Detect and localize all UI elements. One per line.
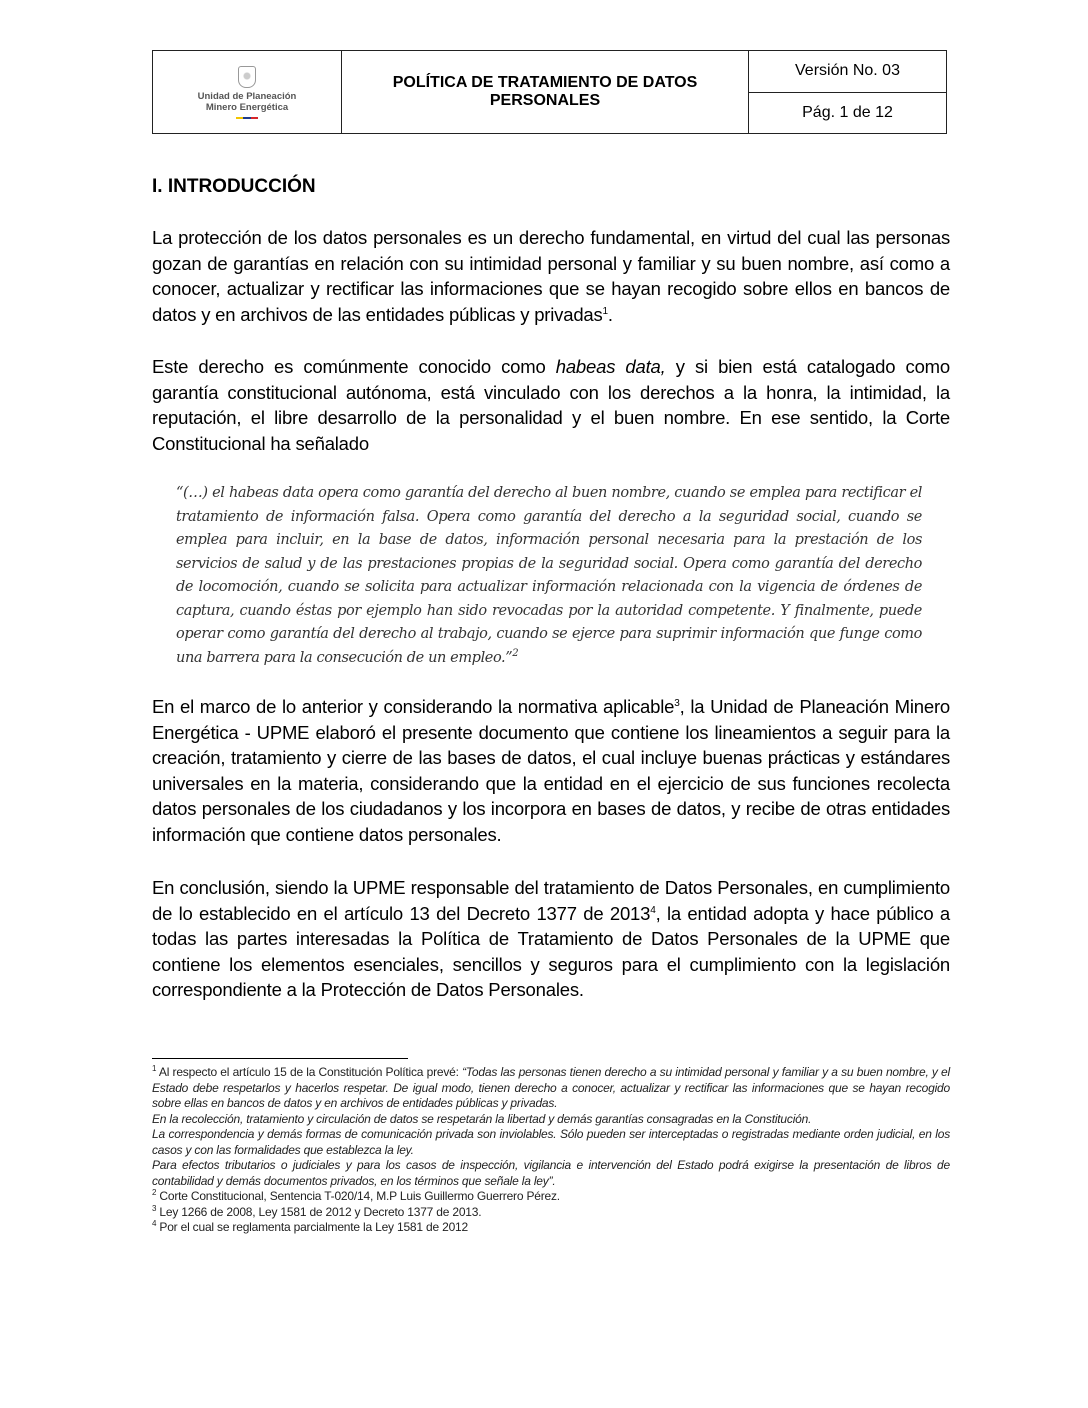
paragraph-4-text-after: , la entidad adopta y hace público a todas las partes interesadas la Política de Tratamiento de Datos Personales de la UPME que contiene los elementos esenciales, sencillos y seguros para el cumplimiento con la legislación correspondiente a la Protección de Datos Personales.	[152, 902, 950, 1000]
footnote-2	[152, 1189, 950, 1205]
footnote-1	[152, 1065, 950, 1112]
paragraph-2	[152, 354, 950, 456]
flag-bar-icon	[236, 117, 258, 119]
footnote-3-text: Ley 1266 de 2008, Ley 1581 de 2012 y Decreto 1377 de 2013.	[156, 1204, 482, 1219]
footnote-1-quote-part1: “Todas las personas tienen derecho a su intimidad personal y familiar y a su buen nombre, y el Estado debe respetarlos y hacerlos respetar. De igual modo, tienen derecho a conocer, actualizar y rectificar las informaciones que se hayan recogido sobre ellas en bancos de datos y en archivos de entidades públicas y privadas.	[152, 1065, 950, 1110]
logo-text-line2: Minero Energética	[205, 101, 289, 113]
footnote-ref-2[interactable]: 2	[512, 647, 519, 659]
paragraph-2-text-before: Este derecho es comúnmente conocido como	[152, 356, 556, 377]
paragraph-3-text-after: , la Unidad de Planeación Minero Energética - UPME elaboró el presente documento que contiene los lineamientos a seguir para la creación, tratamiento y cierre de las bases de datos, el cual incluye buenas prácticas y estándares universales en la materia, considerando que la entidad en el ejercicio de sus funciones recolecta datos personales de los ciudadanos y los incorpora en bases de datos, y recibe de otras entidades información que contiene datos personales.	[152, 696, 950, 845]
coat-of-arms-icon	[238, 66, 256, 88]
block-quote-text: “(…) el habeas data opera como garantía del derecho al buen nombre, cuando se emplea para rectificar el tratamiento de información falsa. Opera como garantía del derecho a la seguridad social, cuando se emplea para incluir, en la base de datos, información personal necesaria para la prestación de los servicios de salud y de las prestaciones propias de la seguridad social. Opera como garantía del derecho de locomoción, cuando se solicita para actualizar información relacionada con la vigencia de órdenes de captura, cuando éstas por ejemplo han sido revocadas por la autoridad competente. Y finalmente, puede operar como garantía del derecho al trabajo, cuando se ejerce para suprimir información que funge como una barrera para la consecución de un empleo.”	[176, 485, 922, 666]
paragraph-3	[152, 694, 950, 847]
flag-red-stripe	[251, 117, 258, 119]
footnote-1-quote-part2: En la recolección, tratamiento y circulación de datos se respetarán la libertad y demás garantías consagradas en la Constitución.	[152, 1111, 812, 1126]
paragraph-4-text-before: En conclusión, siendo la UPME responsable del tratamiento de Datos Personales, en cumplimiento de lo establecido en el artículo 13 del Decreto 1377 de 2013	[152, 877, 950, 924]
document-title: POLÍTICA DE TRATAMIENTO DE DATOS PERSONALES	[342, 51, 749, 133]
footnote-1-intro: Al respecto el artículo 15 de la Constitución Política prevé:	[156, 1065, 463, 1079]
footnote-4	[152, 1220, 950, 1236]
footnote-3-number: 3	[152, 1203, 157, 1213]
footnote-ref-4[interactable]: 4	[650, 904, 656, 916]
document-header-table	[152, 50, 947, 134]
paragraph-2-text-after: y si bien está catalogado como garantía constitucional autónoma, está vinculado con los derechos a la honra, la intimidad, la reputación, el libre desarrollo de la personalidad y el buen nombre. En ese sentido, la Corte Constitucional ha señalado	[152, 356, 950, 454]
footnotes	[152, 1065, 950, 1236]
footnote-ref-1[interactable]: 1	[602, 305, 608, 317]
footnote-ref-3[interactable]: 3	[674, 697, 680, 709]
footnote-3	[152, 1205, 950, 1221]
footnote-1-number: 1	[152, 1064, 157, 1073]
paragraph-4	[152, 875, 950, 1003]
habeas-data-term: habeas data,	[555, 356, 666, 377]
paragraph-1	[152, 225, 950, 327]
page-number: Pág. 1 de 12	[802, 103, 893, 121]
paragraph-3-text-before: En el marco de lo anterior y considerando la normativa aplicable	[152, 696, 675, 717]
version-label: Versión No. 03	[749, 51, 946, 93]
footnote-2-number: 2	[152, 1188, 157, 1197]
block-quote	[176, 482, 922, 670]
footnote-4-text: Por el cual se reglamenta parcialmente la Ley 1581 de 2012	[156, 1220, 468, 1234]
footnote-2-text: Corte Constitucional, Sentencia T-020/14, M.P Luis Guillermo Guerrero Pérez.	[156, 1189, 560, 1203]
section-title: I. INTRODUCCIÓN	[152, 176, 316, 197]
flag-blue-stripe	[243, 117, 250, 119]
footnote-separator	[152, 1058, 408, 1059]
paragraph-1-end: .	[607, 303, 613, 325]
logo-text-line1: Unidad de Planeación	[197, 90, 297, 102]
logo-cell	[153, 51, 342, 133]
footnote-1-quote-part3: La correspondencia y demás formas de comunicación privada son inviolables. Sólo pueden ser interceptadas o registradas mediante orden judicial, en los casos y con las formalidades que establezca la ley.	[152, 1127, 950, 1157]
paragraph-1-text: La protección de los datos personales es un derecho fundamental, en virtud del cual las personas gozan de garantías en relación con su intimidad personal y familiar y su buen nombre, así como a conocer, actualizar y rectificar las informaciones que se hayan recogido sobre ellos en bancos de datos y en archivos de las entidades públicas y privadas	[152, 227, 950, 325]
footnote-4-number: 4	[152, 1219, 157, 1228]
flag-yellow-stripe	[236, 117, 243, 119]
footnote-1-quote-part4: Para efectos tributarios o judiciales y para los casos de inspección, vigilancia e intervención del Estado podrá exigirse la presentación de libros de contabilidad y demás documentos privados, en los términos que señale la ley”.	[152, 1158, 950, 1188]
meta-cell	[749, 51, 946, 133]
